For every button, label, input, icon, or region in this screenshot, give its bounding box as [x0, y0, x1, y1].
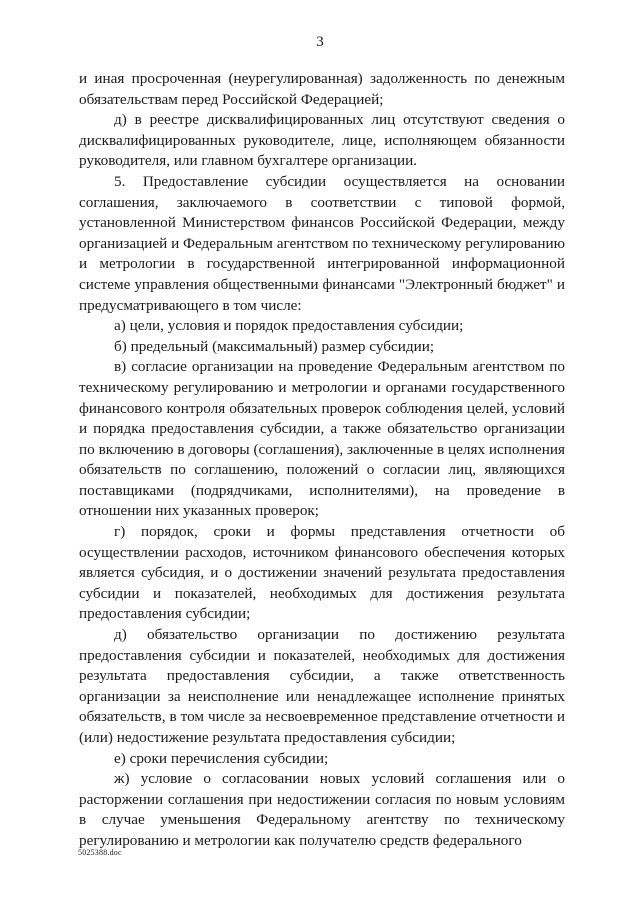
paragraph-item-d-disqualified: д) в реестре дисквалифицированных лиц отсутствуют сведения о дисквалифицированных руководителе, лице, исполняющем обязанности руководителя, или главном бухгалтере организации. [79, 111, 565, 170]
paragraph-5-agreement: 5. Предоставление субсидии осуществляется на основании соглашения, заключаемого в соответствии с типовой формой, установленной Министерством финансов Российской Федерации, между организацией и Федеральным агентством по техническому регулированию и метрологии в государственной интегрированной информационной системе управления общественными финансами "Электронный бюджет" и предусматривающего в том числе: [79, 172, 565, 314]
footer-filename: 5025388.doc [78, 848, 122, 857]
list-item-d: д) обязательство организации по достижению результата предоставления субсидии и показателей, необходимых для достижения результата предоставления субсидии, а также ответственность организации за неисполнение или ненадлежащее исполнение принятых обязательств, в том числе за несвоевременное представление отчетности и (или) недостижение результата предоставления субсидии; [79, 626, 565, 746]
list-item-v: в) согласие организации на проведение Федеральным агентством по техническому регулированию и метрологии и органами государственного финансового контроля обязательных проверок соблюдения целей, условий и порядка предоставления субсидии, а также обязательство организации по включению в договоры (соглашения), заключенные в целях исполнения обязательств по соглашению, положений о согласии лиц, являющихся поставщиками (подрядчиками, исполнителями), на проведение в отношении них указанных проверок; [79, 358, 565, 520]
list-item-e: е) сроки перечисления субсидии; [114, 749, 329, 767]
paragraph-continuation: и иная просроченная (неурегулированная) задолженность по денежным обязательствам перед Российской Федерацией; [79, 70, 565, 108]
document-body [79, 69, 565, 852]
page-number: 3 [316, 34, 324, 50]
list-item-g: г) порядок, сроки и формы представления отчетности об осуществлении расходов, источником финансового обеспечения которых является субсидия, и о достижении значений результата предоставления субсидии и показателей, необходимых для достижения результата предоставления субсидии; [79, 523, 565, 623]
list-item-zh: ж) условие о согласовании новых условий соглашения или о расторжении соглашения при недостижении согласия по новым условиям в случае уменьшения Федеральному агентству по техническому регулированию и метрологии как получателю средств федерального [79, 770, 565, 849]
list-item-a: а) цели, условия и порядок предоставления субсидии; [114, 317, 464, 335]
list-item-b: б) предельный (максимальный) размер субсидии; [114, 337, 435, 355]
